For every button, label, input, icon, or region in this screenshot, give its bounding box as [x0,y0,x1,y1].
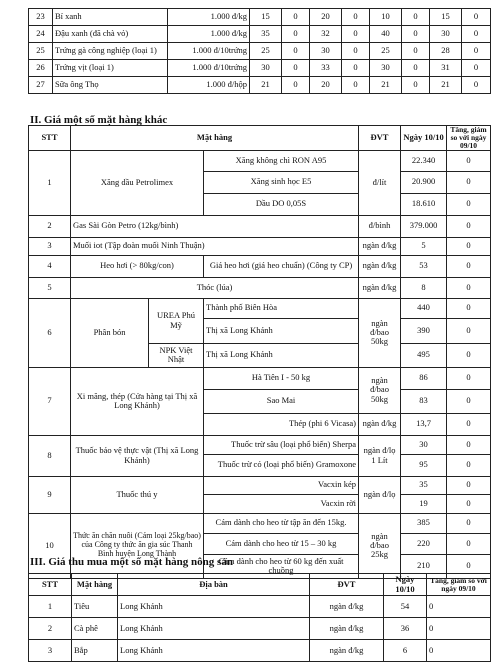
produce-cell-stt: 1 [29,596,72,618]
g6-unit: ngàn đ/bao 50kg [359,298,401,367]
top-cell-value-7: 30 [430,26,462,43]
top-cell-value-3: 20 [310,9,342,26]
produce-cell-stt: 3 [29,640,72,662]
g2-unit: đ/bình [359,215,401,237]
top-cell-item: Trứng vịt (loại 1) [53,60,168,77]
g8-row-1-change: 0 [447,435,491,454]
top-cell-value-8: 0 [462,26,491,43]
g6-row-3-name: Thị xã Long Khánh [204,343,359,367]
g4-unit: ngàn đ/kg [359,255,401,277]
g6-row-3-price: 495 [401,343,447,367]
g6-name: Phân bón [71,298,149,367]
produce-cell-unit: ngàn đ/kg [310,618,384,640]
top-cell-value-6: 0 [402,77,430,94]
g1-name: Xăng dầu Petrolimex [71,150,204,215]
produce-cell-stt: 2 [29,618,72,640]
g9-row-1-price: 35 [401,476,447,494]
g7-row-3-name: Thép (phi 6 Vicasa) [204,413,359,435]
produce-row [29,596,491,618]
top-cell-item: Trứng gà công nghiệp (loại 1) [53,43,168,60]
g6-row-2-change: 0 [447,318,491,343]
produce-cell-price: 36 [384,618,427,640]
g3-change: 0 [447,237,491,255]
header-stt: STT [29,126,71,151]
header-unit: ĐVT [359,126,401,151]
g5-price: 8 [401,277,447,298]
top-cell-value-8: 0 [462,43,491,60]
g1-row-3-name: Dầu DO 0,05S [204,193,359,215]
g7-row-2-price: 83 [401,389,447,413]
s3-header-area: Địa bàn [118,574,310,596]
top-cell-value-1: 25 [250,43,282,60]
g10-row-1-price: 385 [401,513,447,533]
g8-row-1-name: Thuốc trừ sâu (loại phổ biến) Sherpa [204,435,359,454]
top-cell-value-1: 15 [250,9,282,26]
top-cell-value-3: 32 [310,26,342,43]
produce-cell-item: Cà phê [72,618,118,640]
top-cell-value-1: 30 [250,60,282,77]
s3-header-change: Tăng, giảm so với ngày 09/10 [427,574,491,596]
g6-row-2-price: 390 [401,318,447,343]
top-cell-stt: 23 [29,9,53,26]
top-price-table [28,8,491,94]
top-cell-value-4: 0 [342,43,370,60]
g10-name: Thức ăn chăn nuôi (Cám loại 25kg/bao) của Công ty thức ăn gia súc Thanh Bình huyện Long Thành [71,513,204,578]
header-item: Mặt hàng [71,126,359,151]
top-cell-value-2: 0 [282,26,310,43]
g4-sub: Giá heo hơi (giá heo chuẩn) (Công ty CP) [204,255,359,277]
g8-row-2-price: 95 [401,454,447,476]
top-cell-value-2: 0 [282,9,310,26]
g4-stt: 4 [29,255,71,277]
top-cell-stt: 27 [29,77,53,94]
g10-row-2-change: 0 [447,533,491,554]
g1-row-2-change: 0 [447,171,491,193]
g8-stt: 8 [29,435,71,476]
top-cell-unit: 1.000 đ/kg [168,26,250,43]
top-cell-value-3: 30 [310,43,342,60]
other-goods-table [28,125,491,579]
g8-unit: ngàn đ/lọ 1 Lít [359,435,401,476]
g8-row-1-price: 30 [401,435,447,454]
g10-row-3-price: 210 [401,554,447,578]
top-cell-unit: 1.000 đ/kg [168,9,250,26]
top-row [29,43,491,60]
top-cell-value-4: 0 [342,9,370,26]
g3-unit: ngàn đ/kg [359,237,401,255]
g4-name: Heo hơi (> 80kg/con) [71,255,204,277]
produce-cell-area: Long Khánh [118,618,310,640]
g10-row-1-name: Cám dành cho heo từ tập ăn đến 15kg. [204,513,359,533]
produce-cell-price: 6 [384,640,427,662]
g1-row-3-change: 0 [447,193,491,215]
produce-cell-unit: ngàn đ/kg [310,596,384,618]
produce-cell-change: 0 [427,618,491,640]
g7-row-3-price: 13,7 [401,413,447,435]
s3-header-unit: ĐVT [310,574,384,596]
top-row [29,60,491,77]
top-row [29,9,491,26]
g9-row-1-change: 0 [447,476,491,494]
g6-row-2-name: Thị xã Long Khánh [204,318,359,343]
top-cell-value-2: 0 [282,60,310,77]
top-cell-value-7: 28 [430,43,462,60]
produce-row [29,640,491,662]
produce-cell-area: Long Khánh [118,640,310,662]
g10-stt: 10 [29,513,71,578]
g10-row-2-name: Cám dành cho heo từ 15 – 30 kg [204,533,359,554]
top-cell-item: Sữa ông Thọ [53,77,168,94]
g9-row-2-name: Vacxin rời [204,494,359,513]
top-cell-value-6: 0 [402,60,430,77]
produce-cell-change: 0 [427,640,491,662]
top-cell-value-5: 10 [370,9,402,26]
g1-row-1-price: 22.340 [401,150,447,171]
top-cell-value-4: 0 [342,60,370,77]
g6-row-1-change: 0 [447,298,491,318]
g2-price: 379.000 [401,215,447,237]
top-cell-value-1: 35 [250,26,282,43]
top-cell-unit: 1.000 đ/hộp [168,77,250,94]
top-cell-value-8: 0 [462,60,491,77]
top-cell-item: Bí xanh [53,9,168,26]
g2-name: Gas Sài Gòn Petro (12kg/bình) [71,215,359,237]
header-price: Ngày 10/10 [401,126,447,151]
g9-name: Thuốc thú y [71,476,204,513]
top-cell-value-8: 0 [462,77,491,94]
top-cell-value-4: 0 [342,77,370,94]
top-cell-value-2: 0 [282,43,310,60]
g5-name: Thóc (lúa) [71,277,359,298]
g8-row-2-change: 0 [447,454,491,476]
section-3-title: III. Giá thu mua một số mặt hàng nông sản [30,556,233,568]
top-cell-value-7: 15 [430,9,462,26]
g7-name: Xi măng, thép (Cửa hàng tại Thị xã Long Khánh) [71,367,204,435]
g6-row-1-price: 440 [401,298,447,318]
top-cell-value-5: 25 [370,43,402,60]
produce-row [29,618,491,640]
g9-unit: ngàn đ/lọ [359,476,401,513]
g7-row-2-change: 0 [447,389,491,413]
g7-row-2-name: Sao Mai [204,389,359,413]
top-cell-item: Đậu xanh (đã chà vỏ) [53,26,168,43]
top-cell-value-7: 31 [430,60,462,77]
top-cell-value-6: 0 [402,43,430,60]
top-cell-value-8: 0 [462,9,491,26]
g6-row-3-change: 0 [447,343,491,367]
g9-stt: 9 [29,476,71,513]
g5-change: 0 [447,277,491,298]
top-row [29,26,491,43]
g7-row-1-name: Hà Tiên I - 50 kg [204,367,359,389]
top-cell-stt: 26 [29,60,53,77]
g7-unit-2: ngàn đ/kg [359,413,401,435]
produce-cell-unit: ngàn đ/kg [310,640,384,662]
g1-row-1-name: Xăng không chì RON A95 [204,150,359,171]
g5-stt: 5 [29,277,71,298]
top-cell-stt: 24 [29,26,53,43]
g3-price: 5 [401,237,447,255]
g7-row-1-price: 86 [401,367,447,389]
farm-produce-table [28,573,491,662]
g1-row-2-name: Xăng sinh học E5 [204,171,359,193]
produce-cell-area: Long Khánh [118,596,310,618]
top-row [29,77,491,94]
g1-stt: 1 [29,150,71,215]
g8-row-2-name: Thuốc trừ cỏ (loại phổ biến) Gramoxone [204,454,359,476]
top-cell-unit: 1.000 đ/10trứng [168,60,250,77]
g7-unit-1: ngàn đ/bao 50kg [359,367,401,413]
g3-stt: 3 [29,237,71,255]
top-cell-value-5: 21 [370,77,402,94]
g4-price: 53 [401,255,447,277]
g10-row-1-change: 0 [447,513,491,533]
top-cell-value-5: 30 [370,60,402,77]
g10-unit: ngàn đ/bao 25kg [359,513,401,578]
top-cell-value-3: 33 [310,60,342,77]
g2-stt: 2 [29,215,71,237]
g9-row-2-change: 0 [447,494,491,513]
produce-cell-price: 54 [384,596,427,618]
g1-row-3-price: 18.610 [401,193,447,215]
g10-row-3-name: Cám dành cho heo từ 60 kg đến xuất chuồng [204,554,359,578]
g1-row-2-price: 20.900 [401,171,447,193]
produce-cell-change: 0 [427,596,491,618]
top-cell-stt: 25 [29,43,53,60]
g10-row-2-price: 220 [401,533,447,554]
g4-change: 0 [447,255,491,277]
top-cell-value-4: 0 [342,26,370,43]
g3-name: Muối iot (Tập đoàn muối Ninh Thuận) [71,237,359,255]
g6-stt: 6 [29,298,71,367]
g10-row-3-change: 0 [447,554,491,578]
produce-cell-item: Bắp [72,640,118,662]
top-cell-value-3: 20 [310,77,342,94]
produce-cell-item: Tiêu [72,596,118,618]
top-cell-value-7: 21 [430,77,462,94]
top-cell-value-5: 40 [370,26,402,43]
g9-row-2-price: 19 [401,494,447,513]
g6-row-1-name: Thành phố Biên Hòa [204,298,359,318]
g7-row-1-change: 0 [447,367,491,389]
top-cell-value-6: 0 [402,9,430,26]
g7-stt: 7 [29,367,71,435]
g5-unit: ngàn đ/kg [359,277,401,298]
top-cell-unit: 1.000 đ/10trứng [168,43,250,60]
top-cell-value-1: 21 [250,77,282,94]
g2-change: 0 [447,215,491,237]
top-cell-value-6: 0 [402,26,430,43]
section-2-title: II. Giá một số mặt hàng khác [30,114,168,126]
g6-sub-b: NPK Việt Nhật [149,343,204,367]
s3-header-price: Ngày 10/10 [384,574,427,596]
g1-row-1-change: 0 [447,150,491,171]
g7-row-3-change: 0 [447,413,491,435]
s3-header-item: Mặt hàng [72,574,118,596]
g1-unit: đ/lít [359,150,401,215]
top-cell-value-2: 0 [282,77,310,94]
g9-row-1-name: Vacxin kép [204,476,359,494]
s3-header-stt: STT [29,574,72,596]
header-change: Tăng, giảm so với ngày 09/10 [447,126,491,151]
g8-name: Thuốc bảo vệ thực vật (Thị xã Long Khánh) [71,435,204,476]
g6-sub-a: UREA Phú Mỹ [149,298,204,343]
